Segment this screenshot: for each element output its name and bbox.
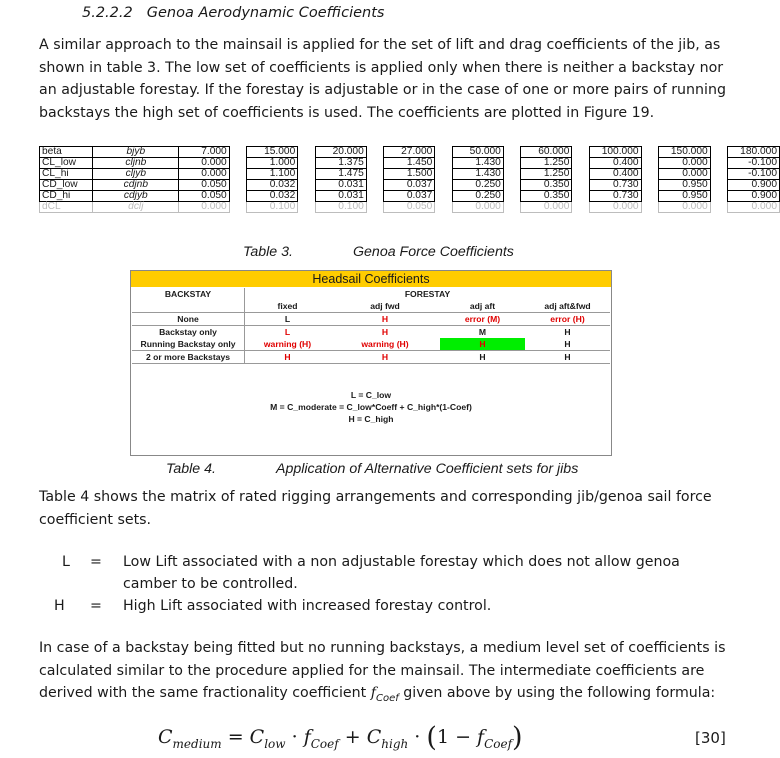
col-header-adj-fwd: adj fwd (330, 300, 440, 313)
cell: H (525, 351, 610, 364)
coef-value: 0.400 (589, 169, 641, 180)
coef-value: 7.000 (179, 147, 229, 158)
coef-value: 1.450 (384, 158, 435, 169)
coef-value: 0.100 (315, 202, 366, 213)
section-heading (82, 5, 384, 21)
coef-value: 0.000 (179, 169, 229, 180)
coef-value: 0.100 (247, 202, 298, 213)
cell: H (564, 327, 571, 337)
coef-value: -0.100 (728, 169, 780, 180)
coef-value: 15.000 (247, 147, 298, 158)
cell: H (245, 351, 331, 364)
coef-value: 0.000 (589, 202, 641, 213)
equation-number: [30] (695, 729, 726, 747)
coef-value: 50.000 (452, 147, 503, 158)
coef-value: 0.350 (521, 191, 572, 202)
section-title: Genoa Aerodynamic Coefficients (146, 5, 385, 21)
coef-row-symbol: cdjnb (93, 180, 179, 191)
coef-value: 0.000 (658, 158, 710, 169)
cell: H (330, 313, 440, 326)
coef-row-symbol: cljyb (93, 169, 179, 180)
coef-value: 0.730 (589, 180, 641, 191)
coef-value: 0.900 (728, 191, 780, 202)
backstay-label: BACKSTAY (132, 288, 245, 300)
col-header-adj-aft-fwd: adj aft&fwd (525, 300, 610, 313)
coef-value: 60.000 (521, 147, 572, 158)
headsail-legend (131, 389, 611, 425)
table3-caption-title: Genoa Force Coefficients (353, 244, 514, 260)
coef-value: 0.250 (452, 191, 503, 202)
coef-row-symbol: bjyb (93, 147, 179, 158)
coef-value: 0.000 (179, 158, 229, 169)
coef-value: 0.730 (589, 191, 641, 202)
table4-caption-label: Table 4. (166, 461, 216, 477)
coef-value: 0.950 (658, 180, 710, 191)
coef-value: 0.000 (179, 202, 229, 213)
coef-row-label: CL_hi (40, 169, 93, 180)
coef-row-label: CD_hi (40, 191, 93, 202)
coef-value: 1.430 (452, 158, 503, 169)
coef-row (40, 147, 780, 158)
coef-value: 1.000 (247, 158, 298, 169)
cell: error (M) (440, 313, 525, 326)
coef-value: -0.100 (728, 158, 780, 169)
headsail-title: Headsail Coefficients (131, 271, 611, 287)
cell: error (H) (525, 313, 610, 326)
coef-row (40, 158, 780, 169)
coef-row (40, 180, 780, 191)
cell: H (440, 351, 525, 364)
coef-value: 150.000 (658, 147, 710, 158)
intro-paragraph (39, 34, 739, 124)
coef-row-symbol: cljnb (93, 158, 179, 169)
coef-row (40, 202, 780, 213)
coef-value: 0.000 (452, 202, 503, 213)
cell: warning (H) (361, 339, 409, 349)
coef-value: 0.037 (384, 191, 435, 202)
coef-value: 0.032 (247, 180, 298, 191)
coef-value: 1.475 (315, 169, 366, 180)
coef-value: 1.100 (247, 169, 298, 180)
section-number: 5.2.2.2 (82, 5, 133, 21)
coef-value: 0.037 (384, 180, 435, 191)
intro-text: A similar approach to the mainsail is applied for the set of lift and drag coefficients of the jib, as shown in table 3. The low set of coefficients is applied only when there is neither a backstay nor an adjustable forestay. If the forestay is adjustable or in the case of one or more pairs of running backstays the high set of coefficients is used. The coefficients are plotted in Figure 19. (39, 37, 726, 121)
table4-caption-title: Application of Alternative Coefficient sets for jibs (276, 461, 579, 477)
cell: warning (H) (263, 339, 312, 349)
coef-value: 0.050 (179, 180, 229, 191)
cell: H (564, 339, 571, 349)
coef-value: 180.000 (728, 147, 780, 158)
coef-row-symbol: dclj (93, 202, 179, 213)
definition-list: L = Low Lift associated with a non adjustable forestay which does not allow genoa camber to be controlled. H = High Lift associated with increased forestay control. (54, 554, 680, 614)
coef-value: 0.950 (658, 191, 710, 202)
coef-value: 0.350 (521, 180, 572, 191)
medium-text: In case of a backstay being fitted but no running backstays, a medium level set of coefficients is calculated similar to the procedure applied for the mainsail. The intermediate coefficients are derived with the same fractionality coefficient $f_{Coef}$ given above by using the following formula: (39, 640, 726, 704)
legend-line: M = C_moderate = C_low*Coeff + C_high*(1-Coef) (270, 402, 472, 412)
table3-caption-label: Table 3. (243, 244, 293, 260)
medium-coefficient-formula: $C_{medium} = C_{low} \cdot f_{Coef} + C_{high} \cdot (1 - f_{Coef})$ (158, 722, 523, 753)
coef-row-label: dCL (40, 202, 93, 213)
forestay-label: FORESTAY (404, 289, 451, 299)
coef-value: 0.050 (179, 191, 229, 202)
coef-value: 1.250 (521, 158, 572, 169)
row-name: Backstay only (132, 326, 245, 339)
cell: H (381, 327, 389, 337)
table4-text: Table 4 shows the matrix of rated rigging arrangements and corresponding jib/genoa sail force coefficient sets. (39, 489, 712, 528)
row-name: 2 or more Backstays (132, 351, 245, 364)
coef-row (40, 191, 780, 202)
table4-paragraph (39, 486, 739, 531)
cell: H (330, 351, 440, 364)
coef-value: 100.000 (589, 147, 641, 158)
coef-value: 1.430 (452, 169, 503, 180)
coef-value: 0.000 (658, 202, 710, 213)
coef-value: 1.500 (384, 169, 435, 180)
highlighted-cell: H (440, 338, 525, 351)
coef-row-label: CD_low (40, 180, 93, 191)
cell: L (284, 327, 291, 337)
coef-row (40, 169, 780, 180)
col-header-adj-aft: adj aft (440, 300, 525, 313)
coef-value: 20.000 (315, 147, 366, 158)
coef-row-label: beta (40, 147, 93, 158)
legend-line: L = C_low (350, 390, 392, 400)
coef-value: 0.400 (589, 158, 641, 169)
legend-line: H = C_high (348, 414, 394, 424)
cell: M (478, 327, 487, 337)
headsail-coefficients-table (130, 270, 612, 456)
row-name: None (132, 313, 245, 326)
coef-value: 0.250 (452, 180, 503, 191)
row-name: Running Backstay only (132, 338, 245, 351)
coefficient-table (39, 146, 780, 213)
coef-value: 0.000 (521, 202, 572, 213)
coef-row-symbol: cdjyb (93, 191, 179, 202)
coef-value: 27.000 (384, 147, 435, 158)
coef-row-label: CL_low (40, 158, 93, 169)
medium-paragraph (39, 637, 739, 710)
col-header-fixed: fixed (245, 300, 331, 313)
coef-value: 0.031 (315, 180, 366, 191)
coef-value: 0.000 (658, 169, 710, 180)
coef-value: 0.900 (728, 180, 780, 191)
coef-value: 0.050 (384, 202, 435, 213)
cell: L (245, 313, 331, 326)
coef-value: 1.250 (521, 169, 572, 180)
coef-value: 0.000 (728, 202, 780, 213)
coef-value: 0.031 (315, 191, 366, 202)
coef-value: 1.375 (315, 158, 366, 169)
coef-value: 0.032 (247, 191, 298, 202)
